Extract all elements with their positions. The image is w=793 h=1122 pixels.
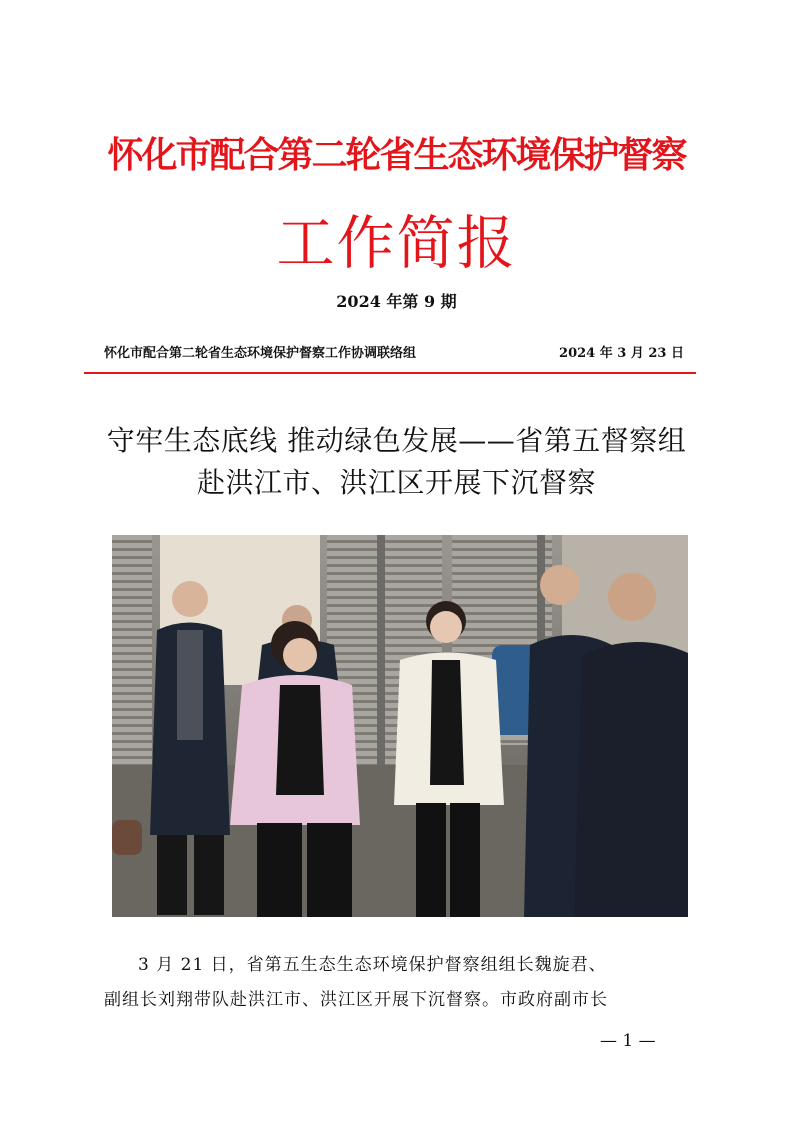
publisher-org: 怀化市配合第二轮省生态环境保护督察工作协调联络组 — [104, 346, 417, 361]
masthead-subtitle: 工作简报 — [276, 209, 517, 277]
publisher-row — [104, 344, 684, 364]
headline-line-1: 守牢生态底线 推动绿色发展——省第五督察组 — [106, 424, 687, 457]
photo-illustration — [112, 535, 688, 917]
headline-line-2: 赴洪江市、洪江区开展下沉督察 — [196, 466, 596, 499]
page-number: — 1 — — [600, 1031, 656, 1051]
masthead-title: 怀化市配合第二轮省生态环境保护督察 — [107, 134, 686, 176]
red-divider — [84, 372, 696, 374]
article-body — [104, 948, 694, 1018]
article-headline — [0, 420, 793, 504]
issue-number: 2024 年第 9 期 — [336, 292, 457, 311]
publish-date: 2024 年 3 月 23 日 — [559, 346, 684, 361]
paragraph-line-1: 3 月 21 日，省第五生态生态环境保护督察组组长魏旋君、 — [138, 955, 607, 975]
paragraph-line-2: 副组长刘翔带队赴洪江市、洪江区开展下沉督察。市政府副市长 — [104, 990, 608, 1010]
article-photo — [112, 535, 688, 917]
